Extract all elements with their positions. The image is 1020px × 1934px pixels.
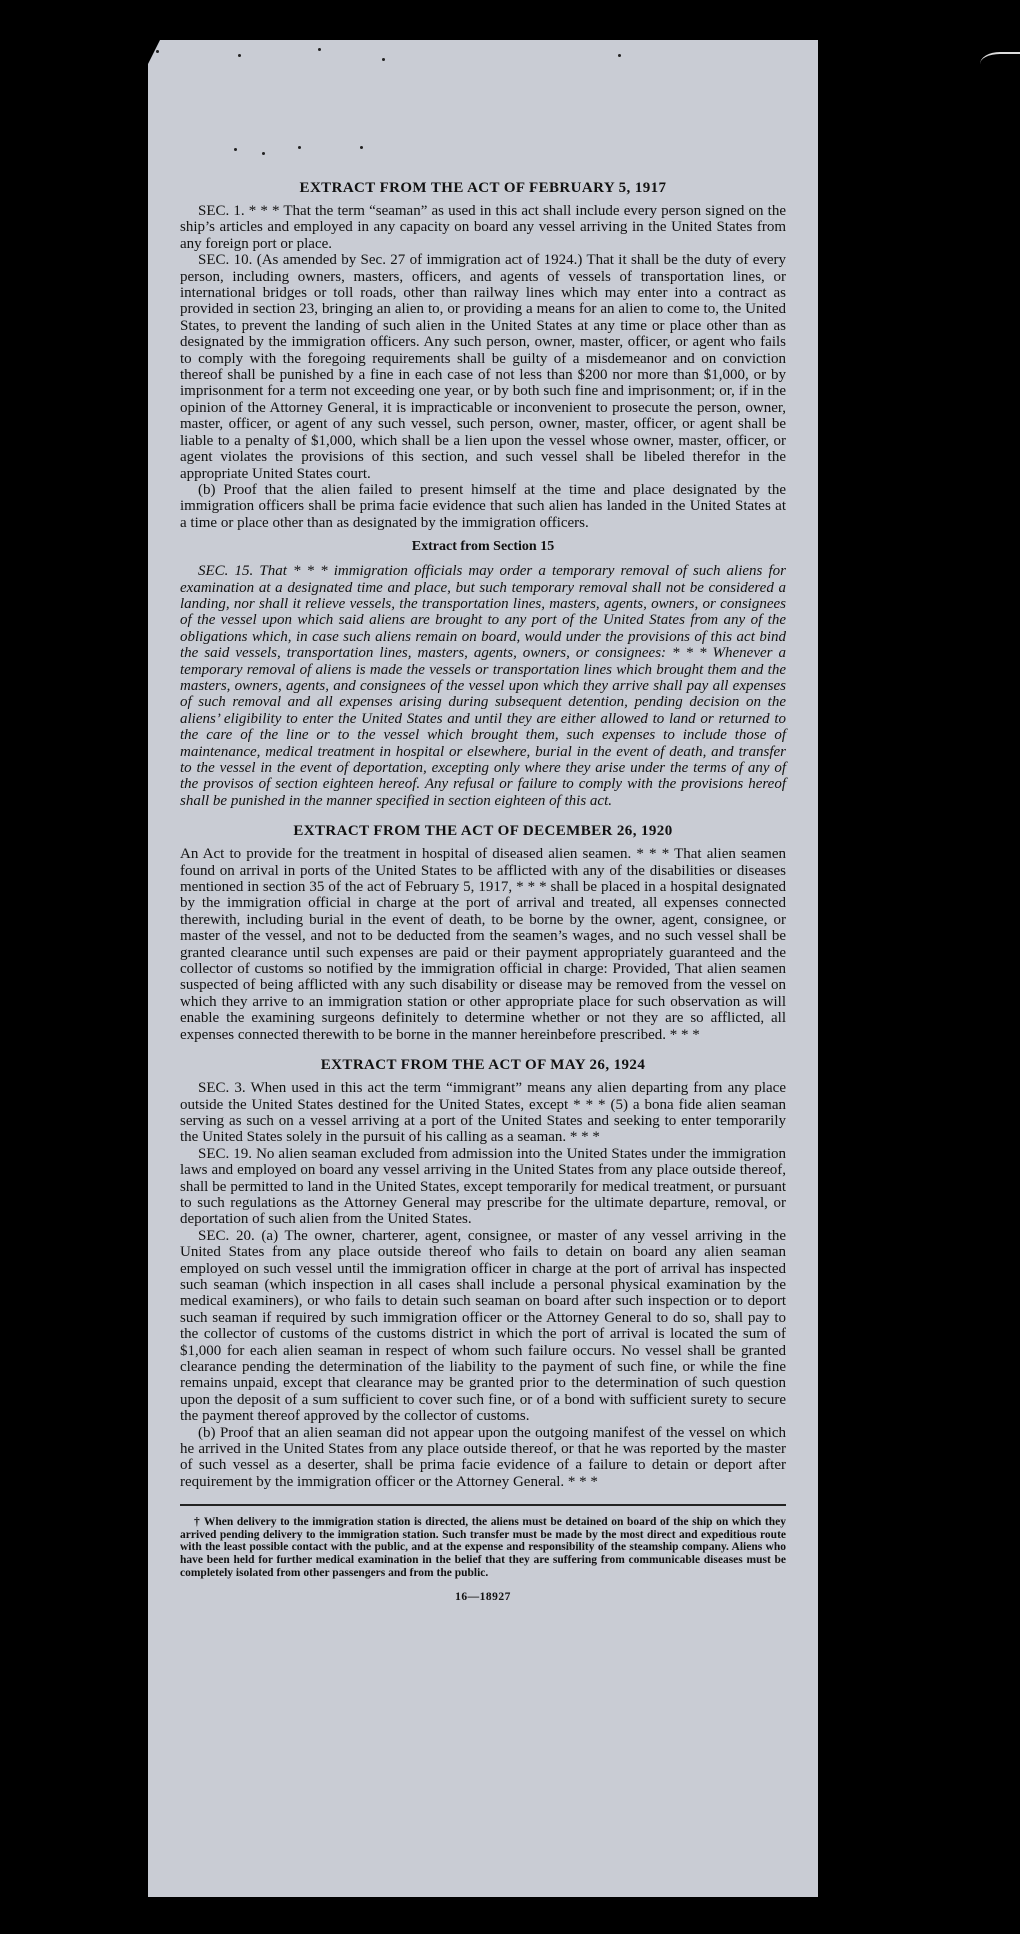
scan-speck <box>238 54 241 57</box>
paragraph-sec-20-b: (b) Proof that an alien seaman did not appear upon the outgoing manifest of the vessel on which he arrived in the United States from any place outside thereof, or that he was reported by the master of such vessel as a deserter, shall be prima facie evidence of a failure to detain or deport after requirement by the immigration officer or the Attorney General. * * * <box>180 1424 786 1490</box>
paragraph-act-1920: An Act to provide for the treatment in hospital of diseased alien seamen. * * * That alien seamen found on arrival in ports of the United States to be afflicted with any of the disabilities or diseases mentioned in section 35 of the act of February 5, 1917, * * * shall be placed in a hospital designated by the immigration official in charge at the port of arrival and treated, all expenses connected therewith, including burial in the event of death, to be borne by the owner, agent, consignee, or master of the vessel, and not to be deducted from the seamen’s wages, and no such vessel shall be granted clearance until such expenses are paid or their payment appropriately guaranteed and the collector of customs so notified by the immigration official in charge: Provided, That alien seamen suspected of being afflicted with any such disability or disease may be removed from the vessel on which they arrive to an immigration station or other appropriate place for such observation as will enable the examining surgeons definitely to determine whether or not they are so afflicted, all expenses connected therewith to be borne in the manner hereinbefore prescribed. * * * <box>180 846 786 1043</box>
paragraph-sec-20-a: SEC. 20. (a) The owner, charterer, agent, consignee, or master of any vessel arriving in the United States from any place outside thereof who fails to detain on board any alien seaman employed on such vessel until the immigration officer in charge at the port of arrival has inspected such seaman (which inspection in all cases shall include a personal physical examination by the medical examiners), or who fails to detain such seaman on board after such inspection or to deport such seaman if required by such immigration officer or the Attorney General to do so, shall pay to the collector of customs of the customs district in which the port of arrival is located the sum of $1,000 for each alien seaman in respect of whom such failure occurs. No vessel shall be granted clearance pending the determination of the liability to the payment of such fine, or while the fine remains unpaid, except that clearance may be granted prior to the determination of such question upon the deposit of a sum sufficient to cover such fine, or of a bond with sufficient surety to secure the payment thereof approved by the collector of customs. <box>180 1227 786 1425</box>
heading-section-15: Extract from Section 15 <box>411 539 555 555</box>
paragraph-sec-15: SEC. 15. That * * * immigration officials may order a temporary removal of such aliens for examination at a designated time and place, but such temporary removal shall not be considered a landing, nor shall it relieve vessels, the transportation lines, masters, agents, owners, or consignees of the vessel upon which said aliens are brought to any port of the United States from any of the obligations which, in case such aliens remain on board, would under the provisions of this act bind the said vessels, transportation lines, masters, agents, owners, or consignees: * * * Whenever a temporary removal of aliens is made the vessels or transportation lines which brought them and the masters, owners, agents, and consignees of the vessel upon which they arrive shall pay all expenses of such removal and all expenses arising during subsequent detention, pending decision on the aliens’ eligibility to enter the United States and until they are either allowed to land or returned to the care of the line or to the vessel which brought them, such expenses to include those of maintenance, medical treatment in hospital or elsewhere, burial in the event of death, and transfer to the vessel in the event of deportation, excepting only where they arise under the terms of any of the provisos of section eighteen hereof. Any refusal or failure to comply with the provisions hereof shall be punished in the manner specified in section eighteen of this act. <box>180 563 786 809</box>
document-page <box>148 40 818 1897</box>
scan-speck <box>318 48 321 51</box>
heading-act-1920: EXTRACT FROM THE ACT OF DECEMBER 26, 1920 <box>293 823 673 840</box>
scan-speck <box>262 152 265 155</box>
scan-edge-mark <box>980 52 1020 76</box>
page-corner-fold <box>148 40 160 64</box>
paragraph-sec-10-b: (b) Proof that the alien failed to present himself at the time and place designated by the immigration officers shall be prima facie evidence that such alien has landed in the United States at a time or place other than as designated by the immigration officers. <box>180 481 786 531</box>
footnote-divider <box>180 1504 786 1506</box>
scan-speck <box>298 146 301 149</box>
paragraph-sec-1: SEC. 1. * * * That the term “seaman” as used in this act shall include every person signed on the ship’s articles and employed in any capacity on board any vessel arriving in the United States from any foreign port or place. <box>180 203 786 252</box>
paragraph-sec-19: SEC. 19. No alien seaman excluded from admission into the United States under the immigration laws and employed on board any vessel arriving in the United States from any place outside thereof, shall be permitted to land in the United States, except temporarily for medical treatment, or pursuant to such regulations as the Attorney General may prescribe for the ultimate departure, removal, or deportation of such alien from the United States. <box>180 1145 786 1228</box>
paragraph-sec-10: SEC. 10. (As amended by Sec. 27 of immigration act of 1924.) That it shall be the duty of every person, including owners, masters, officers, and agents of vessels of transportation lines, or international bridges or toll roads, other than railway lines which may enter into a contract as provided in section 23, bringing an alien to, or providing a means for an alien to come to, the United States, to prevent the landing of such alien in the United States at any time or place other than as designated by the immigration officers. Any such person, owner, master, officer, or agent who fails to comply with the foregoing requirements shall be guilty of a misdemeanor and on conviction thereof shall be punished by a fine in each case of not less than $200 nor more than $1,000, or by imprisonment for a term not exceeding one year, or by both such fine and imprisonment; or, if in the opinion of the Attorney General, it is impracticable or inconvenient to prosecute the person, owner, master, officer, or agent of any such vessel, such person, owner, master, officer, or agent shall be liable to a penalty of $1,000, which shall be a lien upon the vessel whose owner, master, officer, or agent violates the provisions of this section, and such vessel shall be libeled therefor in the appropriate United States court. <box>180 252 786 482</box>
form-code: 16—18927 <box>455 1591 511 1604</box>
scan-speck <box>234 148 237 151</box>
heading-act-1917: EXTRACT FROM THE ACT OF FEBRUARY 5, 1917 <box>299 180 667 196</box>
scan-speck <box>360 146 363 149</box>
scan-speck <box>618 54 621 57</box>
footnote: † When delivery to the immigration station is directed, the aliens must be detained on board of the ship on which they arrived pending delivery to the immigration station. Such transfer must be made by the most direct and expeditious route with the least possible contact with the public, and at the expense and responsibility of the steamship company. Aliens who have been held for further medical examination in the belief that they are suffering from communicable diseases must be completely isolated from other passengers and from the public. <box>180 1516 786 1579</box>
paragraph-sec-3: SEC. 3. When used in this act the term “immigrant” means any alien departing from any place outside the United States destined for the United States, except * * * (5) a bona fide alien seaman serving as such on a vessel arriving at a port of the United States and seeking to enter temporarily the United States solely in the pursuit of his calling as a seaman. * * * <box>180 1080 786 1146</box>
scan-speck <box>382 58 385 61</box>
heading-act-1924: EXTRACT FROM THE ACT OF MAY 26, 1924 <box>320 1057 646 1074</box>
